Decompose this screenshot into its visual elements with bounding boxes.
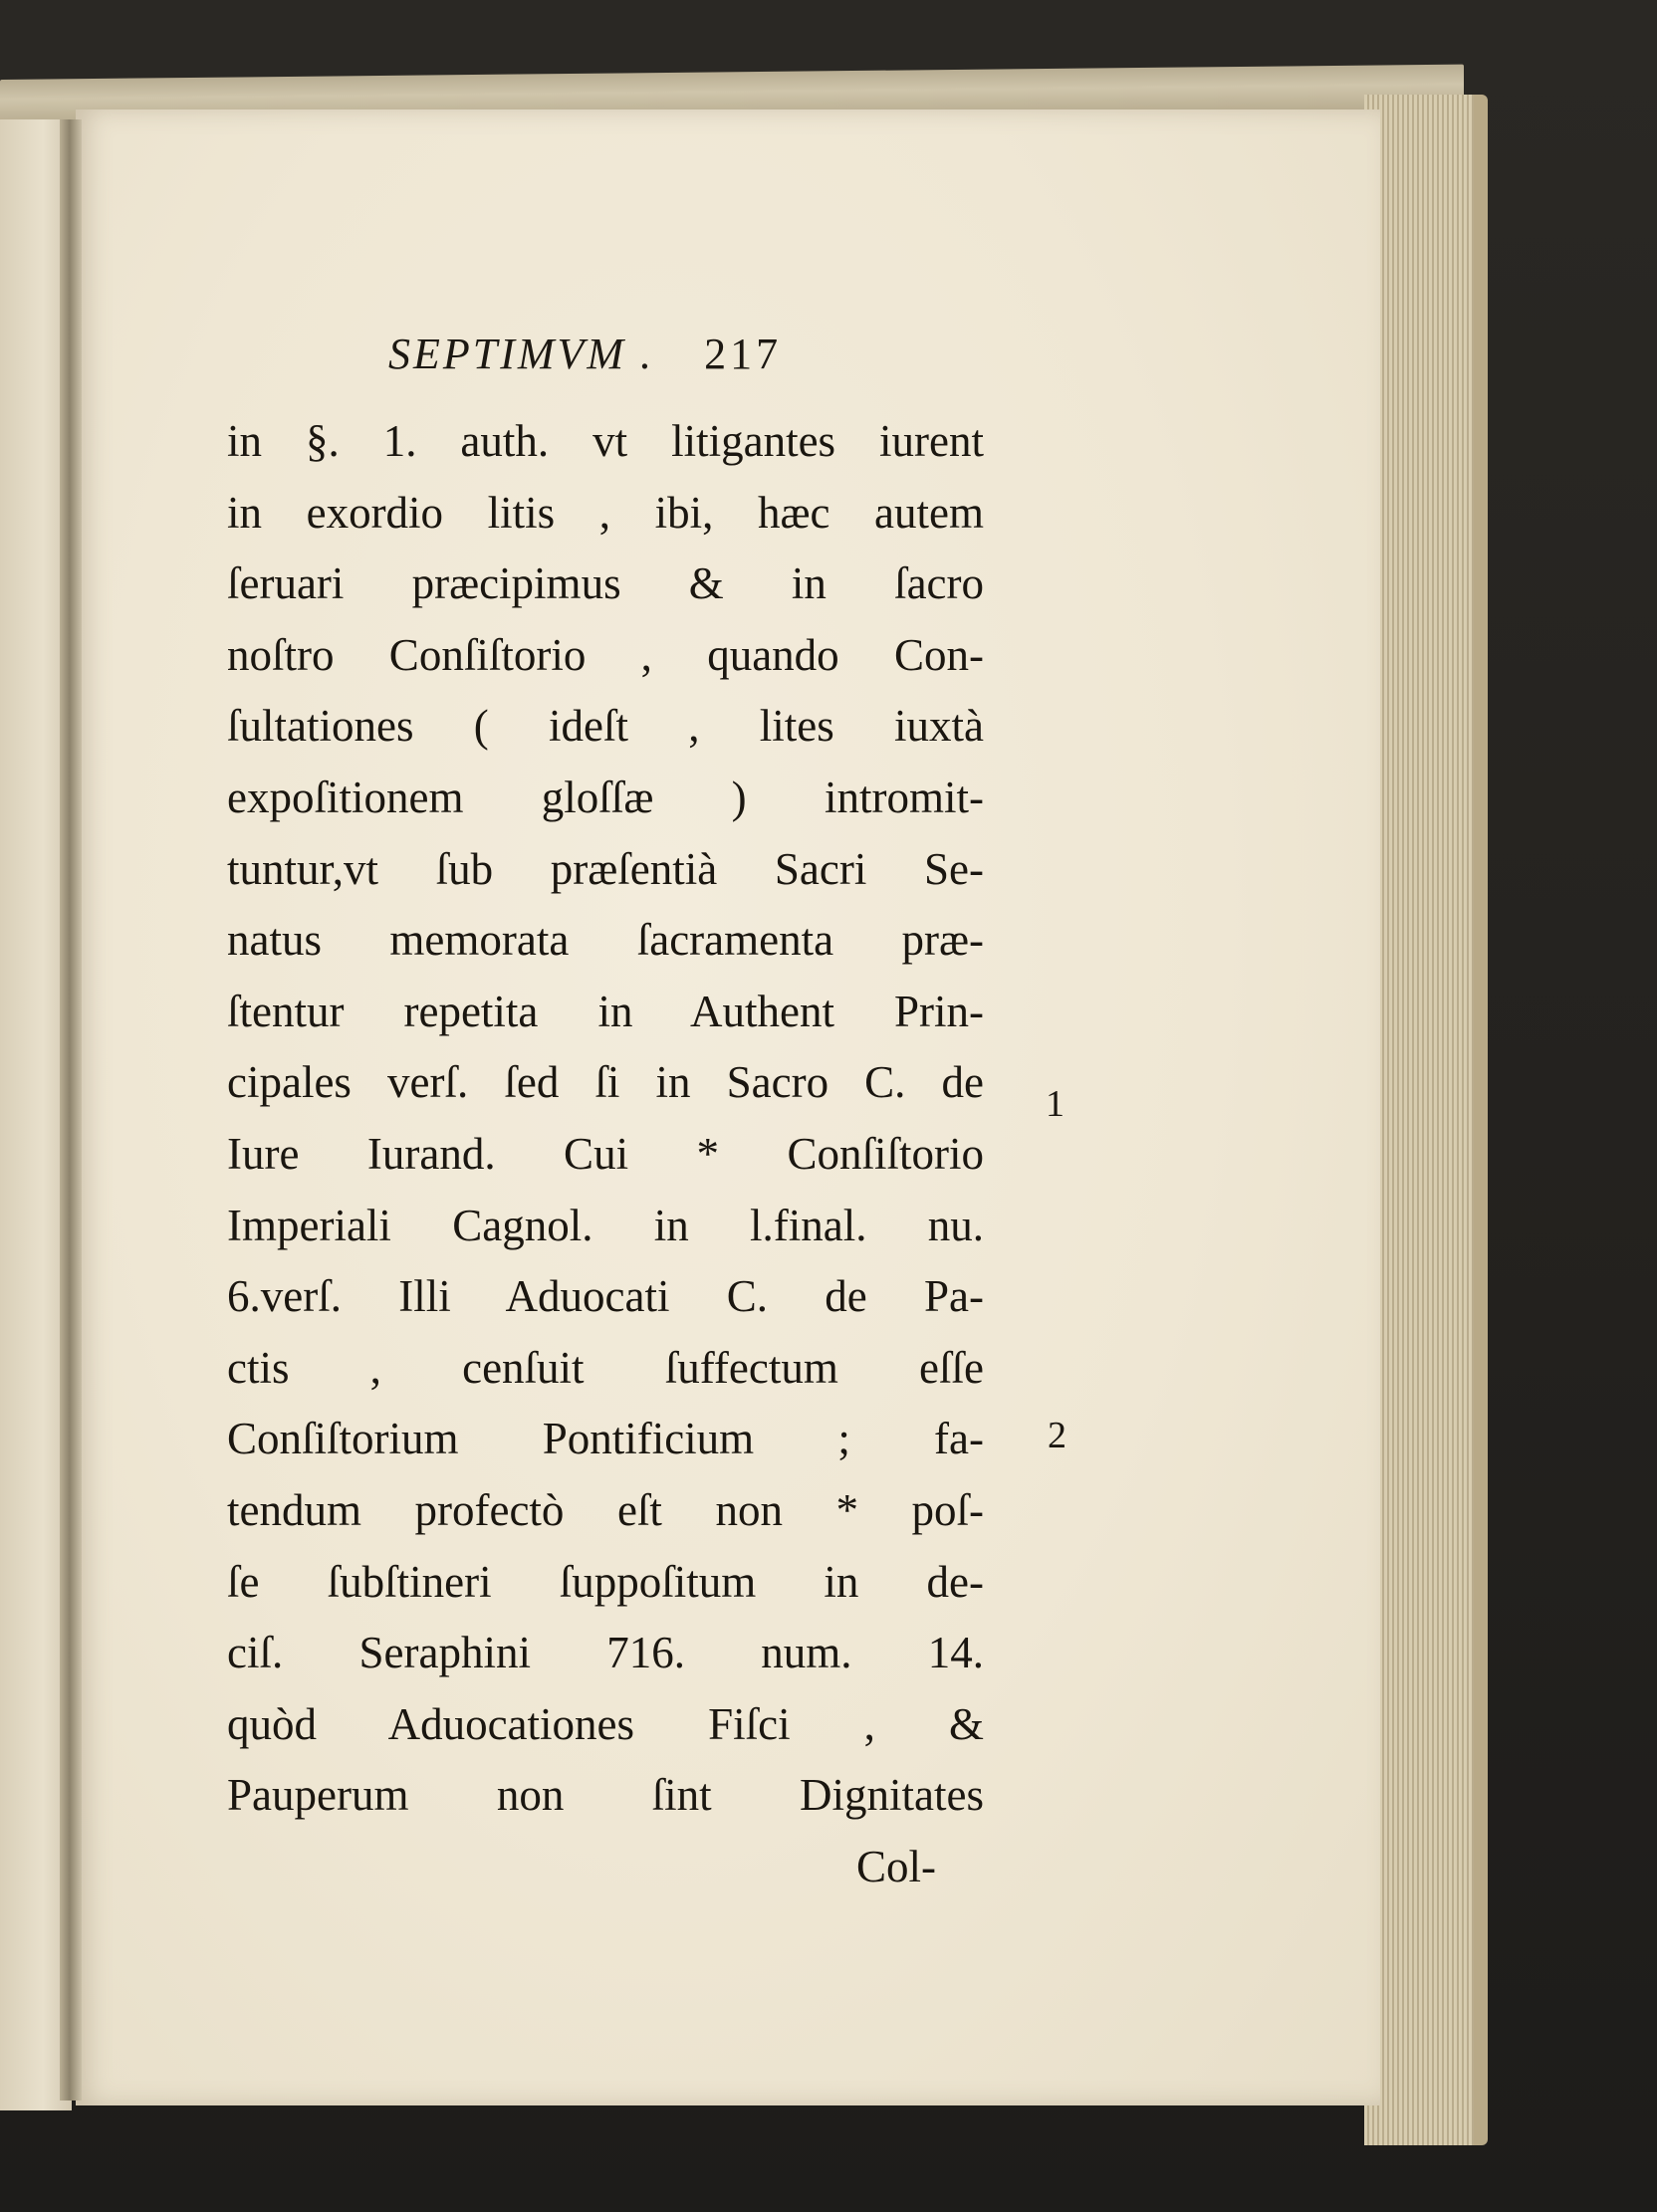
text-line: tuntur,vt ſub præſentià Sacri Se- <box>227 843 984 894</box>
catchword: Col- <box>855 1841 936 1891</box>
margin-note-1: 1 <box>1046 1083 1065 1125</box>
text-line: Imperiali Cagnol. in l.final. nu. <box>227 1200 984 1250</box>
text-line: noſtro Conſiſtorio , quando Con- <box>227 629 984 680</box>
text-line: ciſ. Seraphini 716. num. 14. <box>227 1628 984 1678</box>
margin-note-2: 2 <box>1048 1415 1066 1456</box>
text-line: expoſitionem gloſſæ ) intromit- <box>227 772 984 822</box>
text-line: natus memorata ſacramenta præ- <box>227 915 984 966</box>
body-text <box>227 406 984 1902</box>
running-title: SEPTIMVM . <box>388 330 655 378</box>
text-line: in §. 1. auth. vt litigantes iurent <box>227 416 984 466</box>
text-line: 6.verſ. Illi Aduocati C. de Pa- <box>227 1271 984 1322</box>
text-line: tendum profectò eſt non * poſ- <box>227 1484 984 1535</box>
page-number: 217 <box>704 330 783 378</box>
text-line: Conſiſtorium Pontificium ; fa- <box>227 1414 984 1464</box>
text-line: ctis , cenſuit ſuffectum eſſe <box>227 1342 984 1393</box>
text-line: Iure Iurand. Cui * Conſiſtorio <box>227 1128 984 1179</box>
running-head <box>388 329 986 379</box>
page-stack-edge <box>1364 95 1488 2145</box>
text-line: Pauperum non ſint Dignitates <box>227 1770 984 1821</box>
text-line: quòd Aduocationes Fiſci , & <box>227 1698 984 1749</box>
text-line: ſe ſubſtineri ſuppoſitum in de- <box>227 1556 984 1607</box>
text-line: in exordio litis , ibi, hæc autem <box>227 487 984 538</box>
text-line: cipales verſ. ſed ſi in Sacro C. de <box>227 1057 984 1108</box>
text-line: ſeruari præcipimus & in ſacro <box>227 558 984 609</box>
text-line: ſultationes ( ideſt , lites iuxtà <box>227 701 984 752</box>
text-line: ſtentur repetita in Authent Prin- <box>227 986 984 1036</box>
book-gutter <box>60 119 82 2101</box>
